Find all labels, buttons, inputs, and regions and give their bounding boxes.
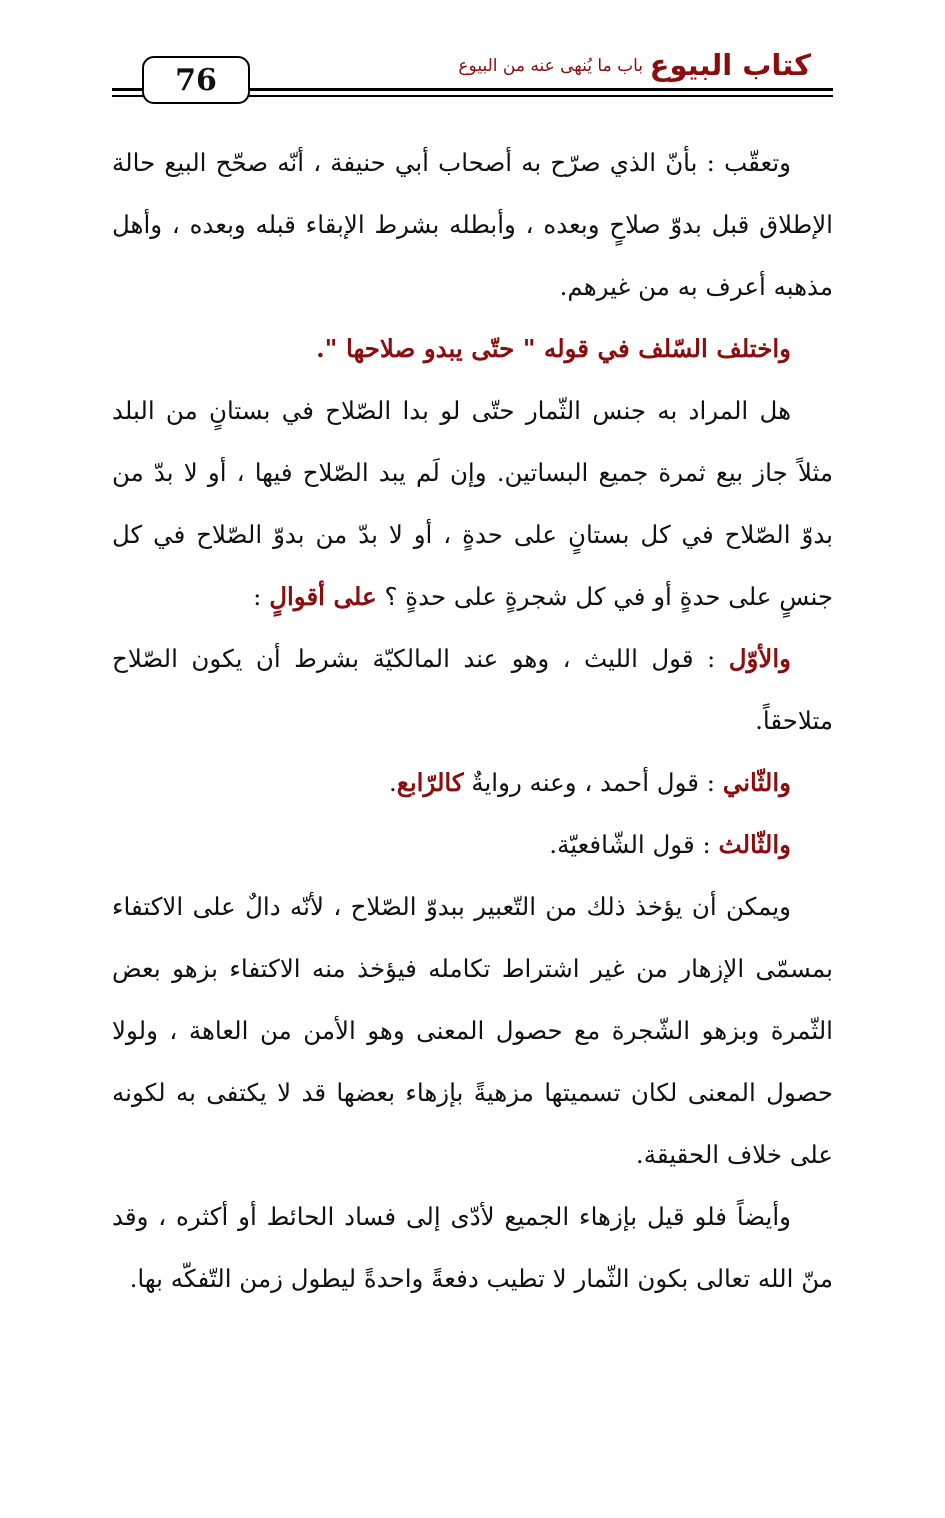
page-body [112, 132, 833, 1310]
page-number: 76 [142, 56, 250, 104]
paragraph-second-opinion [112, 752, 833, 814]
paragraph-3 [112, 380, 833, 628]
page-header [112, 48, 833, 104]
paragraph-third-opinion [112, 814, 833, 876]
second-opinion-text: : قول أحمد ، وعنه روايةٌ [463, 768, 723, 797]
book-title: كتاب البيوع [649, 48, 811, 82]
second-opinion-label: والثّاني [722, 768, 791, 797]
chapter-title: باب ما يُنهى عنه من البيوع [458, 56, 643, 76]
first-opinion-label: والأوّل [728, 644, 791, 673]
paragraph-heading: واختلف السّلف في قوله " حتّى يبدو صلاحها ". [316, 334, 791, 363]
paragraph-3-highlight: على أقوالٍ [269, 582, 377, 611]
third-opinion-text: : قول الشّافعيّة. [549, 830, 719, 859]
paragraph-3-text: هل المراد به جنس الثّمار حتّى لو بدا الصّلاح في بستانٍ من البلد مثلاً جاز بيع ثمرة جميع البساتين. وإن لَم يبد الصّلاح فيها ، أو لا بدّ من بدوّ الصّلاح في كل بستانٍ على حدةٍ ، أو لا بدّ من بدوّ الصّلاح في كل جنسٍ على حدةٍ أو في كل شجرةٍ على حدةٍ ؟ [112, 396, 833, 611]
second-opinion-end: . [388, 768, 397, 797]
paragraph-3-end: : [253, 582, 270, 611]
third-opinion-label: والثّالث [718, 830, 791, 859]
second-opinion-highlight: كالرّابع [396, 768, 464, 797]
paragraph-first-opinion [112, 628, 833, 752]
paragraph-1: وتعقّب : بأنّ الذي صرّح به أصحاب أبي حنيفة ، أنّه صحّح البيع حالة الإطلاق قبل بدوّ صلاحٍ وبعده ، وأبطله بشرط الإبقاء قبله وبعده ، وأهل مذهبه أعرف به من غيرهم. [112, 148, 833, 301]
first-opinion-text: : قول الليث ، وهو عند المالكيّة بشرط أن يكون الصّلاح متلاحقاً. [112, 644, 833, 735]
paragraph-8: وأيضاً فلو قيل بإزهاء الجميع لأدّى إلى فساد الحائط أو أكثره ، وقد منّ الله تعالى بكون الثّمار لا تطيب دفعةً واحدةً ليطول زمن التّفكّه بها. [112, 1202, 833, 1293]
paragraph-7: ويمكن أن يؤخذ ذلك من التّعبير ببدوّ الصّلاح ، لأنّه دالٌ على الاكتفاء بمسمّى الإزهار من غير اشتراط تكامله فيؤخذ منه الاكتفاء بزهو بعض الثّمرة وبزهو الشّجرة مع حصول المعنى وهو الأمن من العاهة ، ولولا حصول المعنى لكان تسميتها مزهيةً بإزهاء بعضها قد لا يكتفى به لكونه على خلاف الحقيقة. [112, 892, 833, 1169]
